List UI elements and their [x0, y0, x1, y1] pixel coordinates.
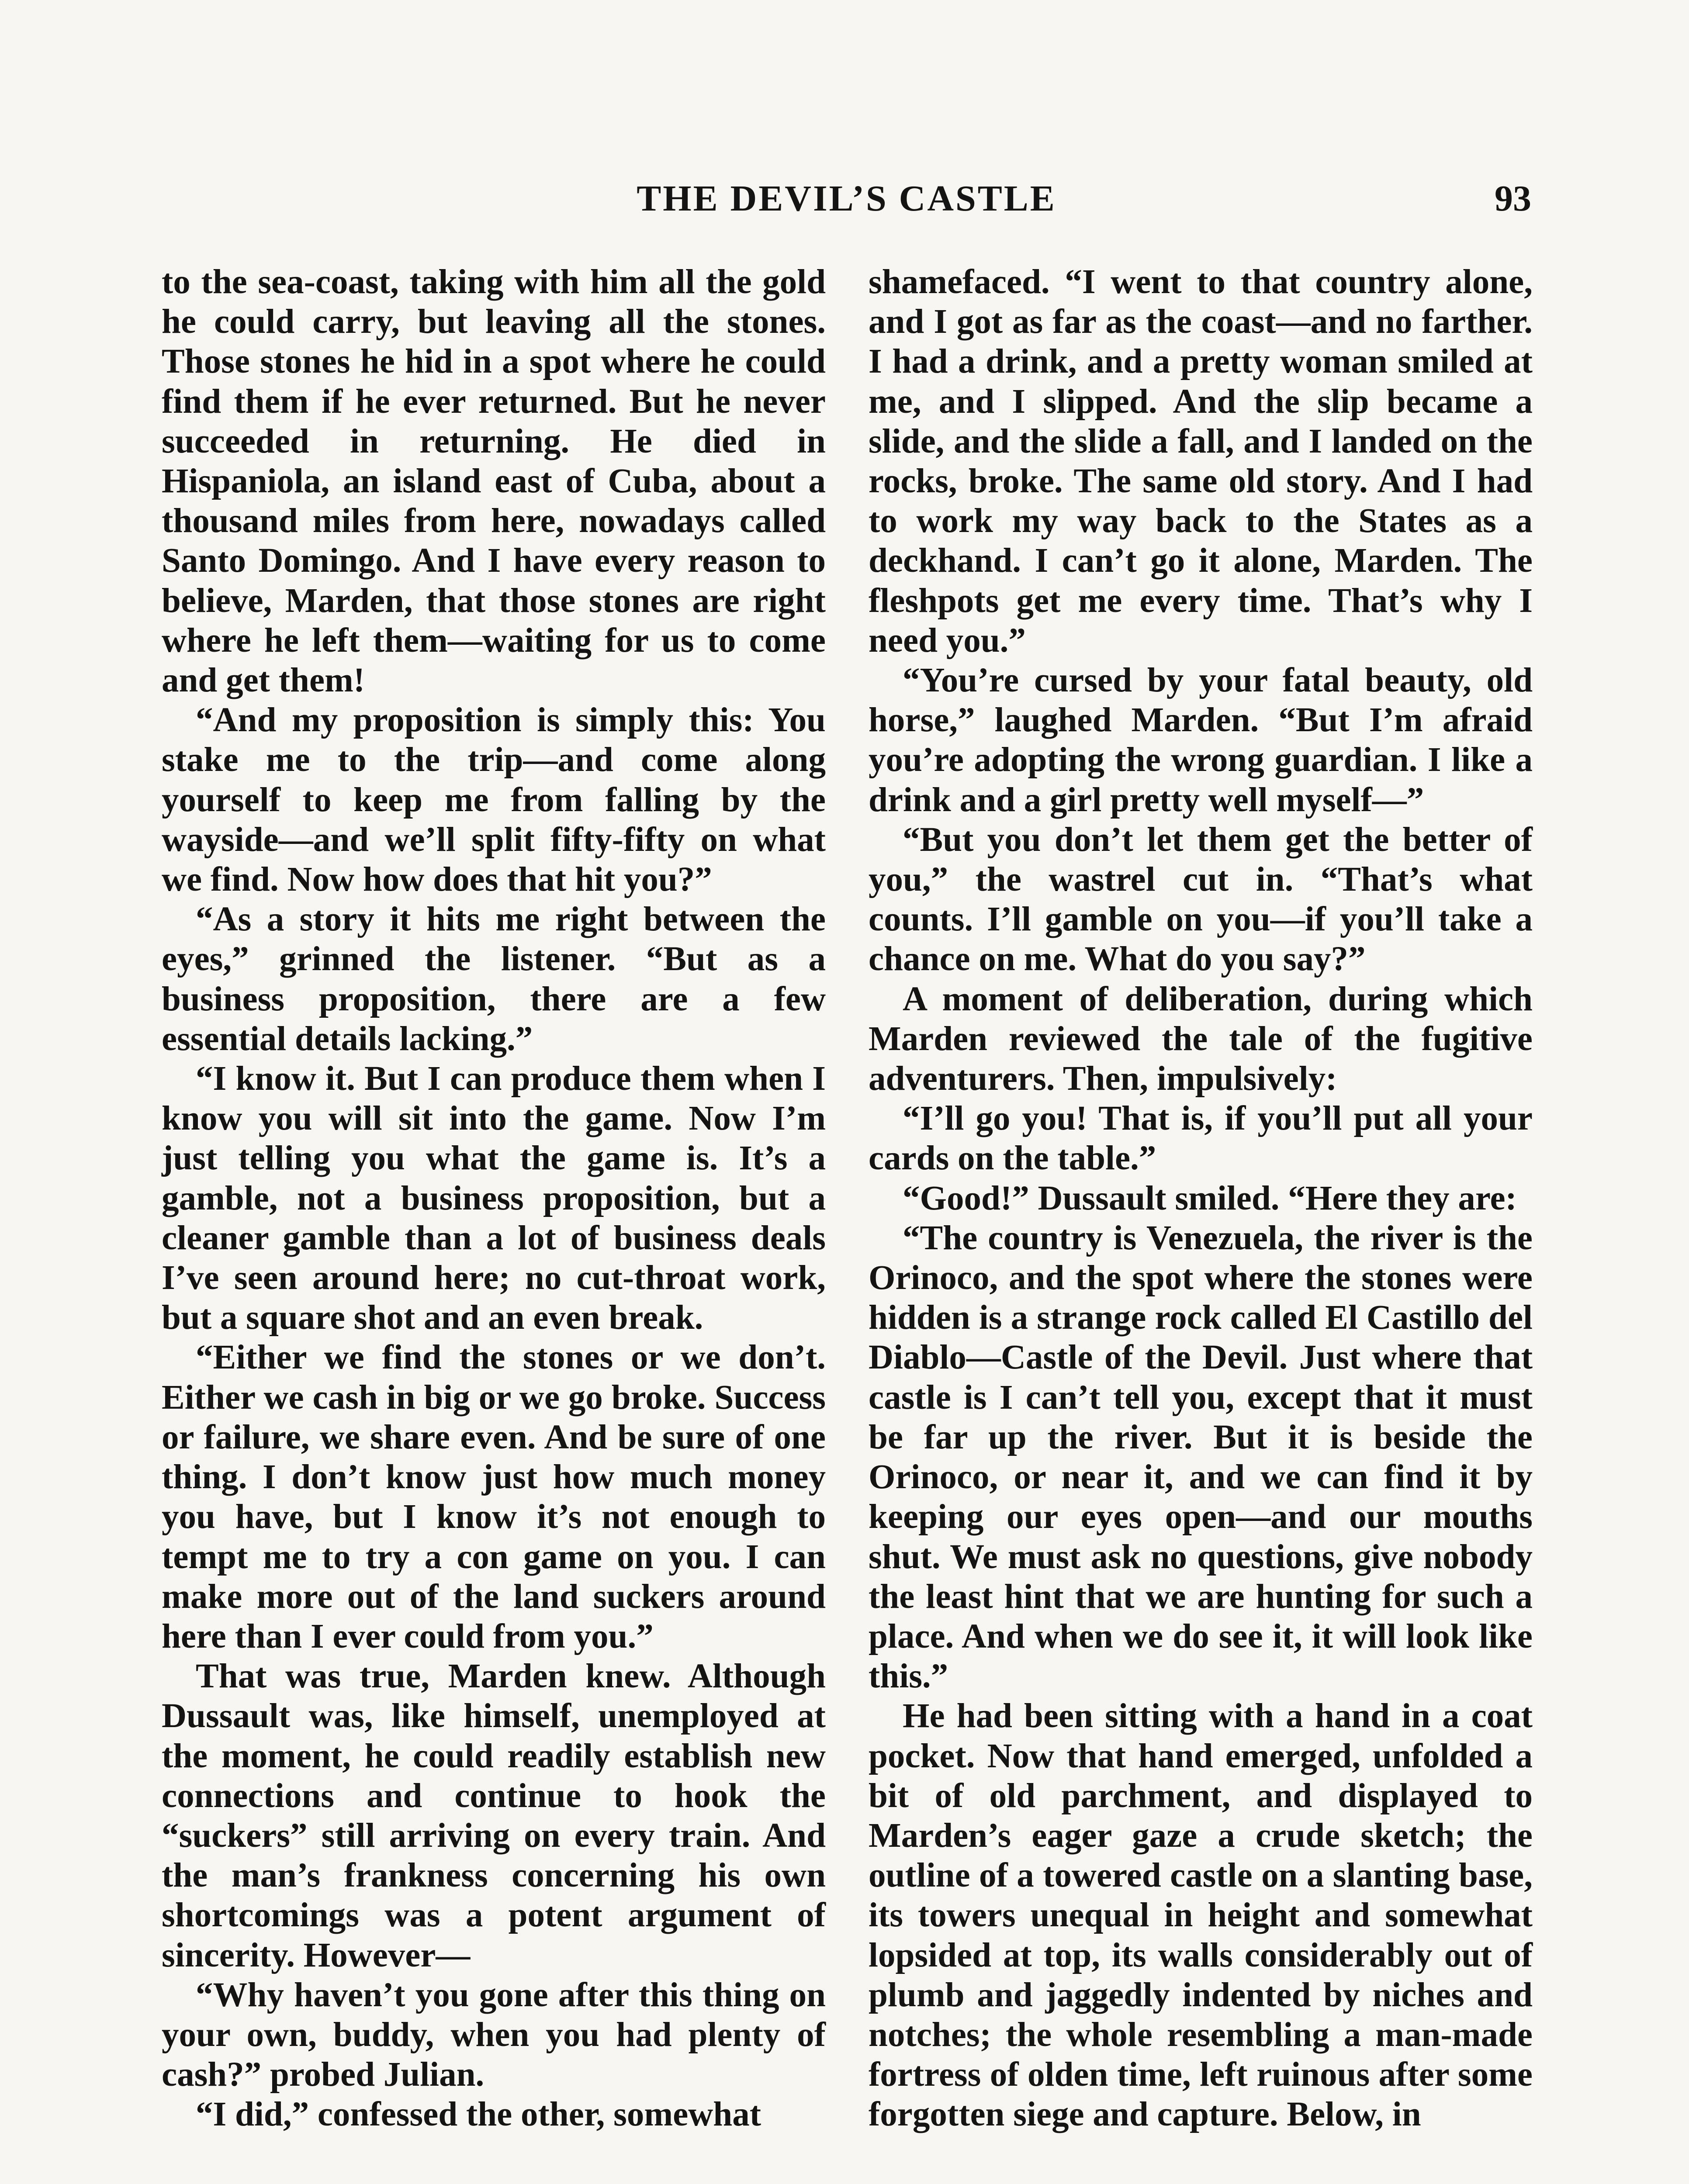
paragraph: “And my proposition is simply this: You stake me to the trip—and come along yourself to keep me from falling by the wayside—and we’ll split fifty-fifty on what we find. Now how does that hit you?”: [162, 701, 826, 899]
paragraph: “I’ll go you! That is, if you’ll put all your cards on the table.”: [869, 1099, 1533, 1178]
left-text-column: [162, 262, 826, 2135]
paragraph: “As a story it hits me right between the eyes,” grinned the listener. “But as a business proposition, there are a few essential details lacking.”: [162, 900, 826, 1058]
paragraph: shamefaced. “I went to that country alone, and I got as far as the coast—and no farther. I had a drink, and a pretty woman smiled at me, and I slipped. And the slip became a slide, and the slide a fall, and I landed on the rocks, broke. The same old story. And I had to work my way back to the States as a deckhand. I can’t go it alone, Marden. The fleshpots get me every time. That’s why I need you.”: [869, 263, 1533, 660]
paragraph: That was true, Marden knew. Although Dussault was, like himself, unemployed at the moment, he could readily establish new connections and continue to hook the “suckers” still arriving on every train. And the man’s frankness concerning his own shortcomings was a potent argument of sincerity. However—: [162, 1657, 826, 1974]
paragraph: He had been sitting with a hand in a coat pocket. Now that hand emerged, unfolded a bit of old parchment, and displayed to Marden’s eager gaze a crude sketch; the outline of a towered castle on a slanting base, its towers unequal in height and somewhat lopsided at top, its walls considerably out of plumb and jaggedly indented by niches and notches; the whole resembling a man-made fortress of olden time, left ruinous after some forgotten siege and capture. Below, in: [869, 1697, 1533, 2134]
right-text-column: [869, 262, 1533, 2135]
paragraph: “The country is Venezuela, the river is the Orinoco, and the spot where the stones were hidden is a strange rock called El Castillo del Diablo—Castle of the Devil. Just where that castle is I can’t tell you, except that it must be far up the river. But it is beside the Orinoco, or near it, and we can find it by keeping our eyes open—and our mouths shut. We must ask no questions, give nobody the least hint that we are hunting for such a place. And when we do see it, it will look like this.”: [869, 1219, 1533, 1696]
paragraph: “I did,” confessed the other, somewhat: [196, 2095, 761, 2134]
paragraph: “Why haven’t you gone after this thing on your own, buddy, when you had plenty of cash?” probed Julian.: [162, 1976, 826, 2094]
paragraph: “Good!” Dussault smiled. “Here they are:: [903, 1179, 1517, 1217]
paragraph: A moment of deliberation, during which Marden reviewed the tale of the fugitive adventurers. Then, impulsively:: [869, 980, 1533, 1098]
running-title: THE DEVIL’S CASTLE: [637, 178, 1056, 219]
page-header: [162, 177, 1531, 225]
page-number: 93: [1495, 178, 1531, 219]
paragraph: to the sea-coast, taking with him all the gold he could carry, but leaving all the stones. Those stones he hid in a spot where he could find them if he ever returned. But he never succeeded in returning. He died in Hispaniola, an island east of Cuba, about a thousand miles from here, nowadays called Santo Domingo. And I have every reason to believe, Marden, that those stones are right where he left them—waiting for us to come and get them!: [162, 263, 826, 700]
paragraph: “Either we find the stones or we don’t. Either we cash in big or we go broke. Success or failure, we share even. And be sure of one thing. I don’t know just how much money you have, but I know it’s not enough to tempt me to try a con game on you. I can make more out of the land suckers around here than I ever could from you.”: [162, 1338, 826, 1655]
paragraph: “But you don’t let them get the better of you,” the wastrel cut in. “That’s what counts. I’ll gamble on you—if you’ll take a chance on me. What do you say?”: [869, 820, 1533, 978]
paragraph: “You’re cursed by your fatal beauty, old horse,” laughed Marden. “But I’m afraid you’re adopting the wrong guardian. I like a drink and a girl pretty well myself—”: [869, 661, 1533, 819]
paragraph: “I know it. But I can produce them when I know you will sit into the game. Now I’m just telling you what the game is. It’s a gamble, not a business proposition, but a cleaner gamble than a lot of business deals I’ve seen around here; no cut-throat work, but a square shot and an even break.: [162, 1060, 826, 1337]
